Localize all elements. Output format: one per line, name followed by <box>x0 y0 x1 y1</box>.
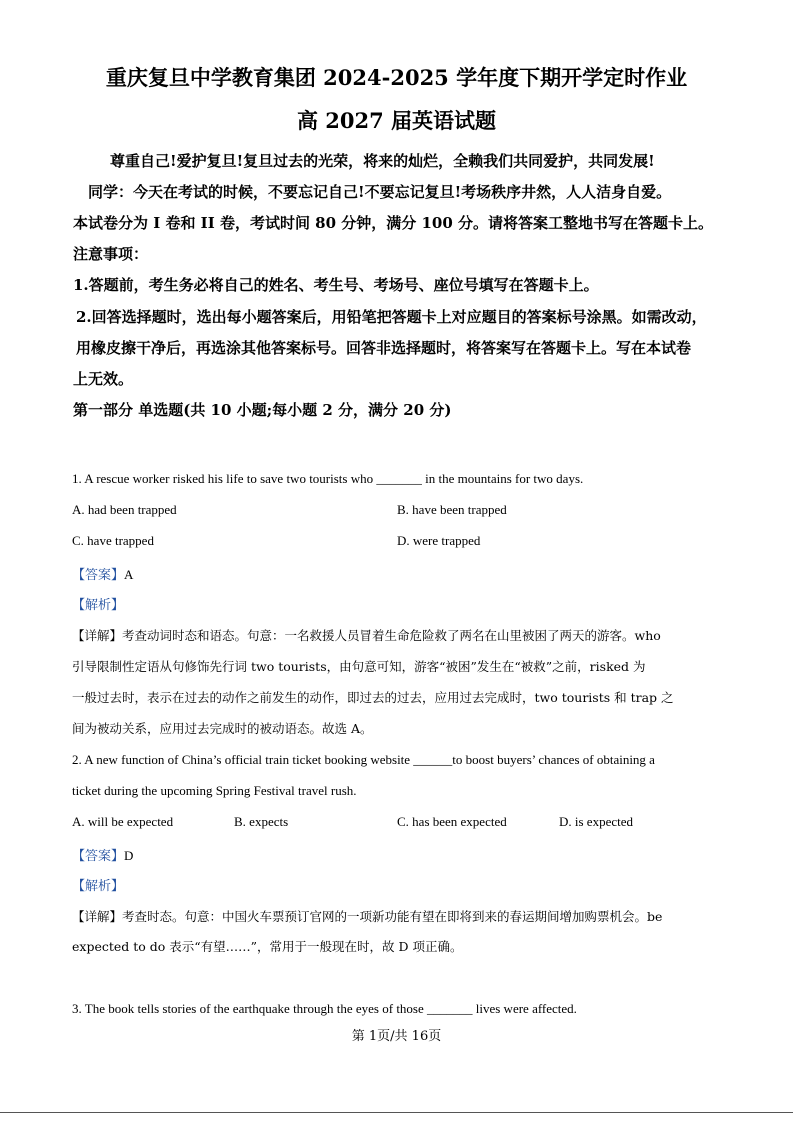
notes-heading: 注意事项： <box>73 245 149 263</box>
question-3-stem: 3. The book tells stories of the earthquake through the eyes of those _______ lives were affected. <box>72 1001 577 1016</box>
q1-option-a: A. had been trapped <box>72 502 177 517</box>
q1-exp-text: 考查动词时态和语态。句意：一名救援人员冒着生命危险救了两名在山里被困了两天的游客。who <box>122 628 661 643</box>
detail-label: 【详解】 <box>72 909 123 924</box>
q1-explanation-line-2: 引导限制性定语从句修饰先行词 two tourists，由句意可知，游客“被困”发生在“被救”之前，risked 为 <box>72 659 646 674</box>
q2-option-b: B. expects <box>234 814 289 829</box>
q1-analysis-label: 【解析】 <box>72 598 125 613</box>
note-1: 1.答题前，考生务必将自己的姓名、考生号、考场号、座位号填写在答题卡上。 <box>73 276 599 294</box>
question-2-stem-line-1: 2. A new function of China’s official train ticket booking website ______to boost buyers’ chances of obtaining a <box>72 752 655 767</box>
q1-explanation-line-3: 一般过去时，表示在过去的动作之前发生的动作，即过去的过去，应用过去完成时，two tourists 和 trap 之 <box>72 690 674 705</box>
q2-option-d: D. is expected <box>559 814 634 829</box>
exam-info: 本试卷分为 I 卷和 II 卷，考试时间 80 分钟，满分 100 分。请将答案工整地书写在答题卡上。 <box>73 214 714 232</box>
q2-option-c: C. has been expected <box>397 814 507 829</box>
q1-option-b: B. have been trapped <box>397 502 507 517</box>
note-2-line-1: 2.回答选择题时，选出每小题答案后，用铅笔把答题卡上对应题目的答案标号涂黑。如需改动， <box>76 308 707 326</box>
detail-label: 【详解】 <box>72 628 123 643</box>
question-2-stem-line-2: ticket during the upcoming Spring Festival travel rush. <box>72 783 357 798</box>
q1-answer <box>72 564 133 583</box>
question-1-stem: 1. A rescue worker risked his life to save two tourists who _______ in the mountains for two days. <box>72 471 584 486</box>
q1-option-c: C. have trapped <box>72 533 154 548</box>
exam-subtitle: 高 2027 届英语试题 <box>296 108 497 133</box>
note-2-line-3: 上无效。 <box>73 370 134 388</box>
q2-option-a: A. will be expected <box>72 814 174 829</box>
q2-explanation-line-1 <box>72 907 662 925</box>
q2-explanation-line-2: expected to do 表示“有望……”，常用于一般现在时，故 D 项正确。 <box>72 939 463 954</box>
q1-option-d: D. were trapped <box>397 533 481 548</box>
q2-answer <box>72 845 133 864</box>
motto-line-1: 尊重自己!爱护复旦!复旦过去的光荣，将来的灿烂，全赖我们共同爱护，共同发展! <box>110 152 655 170</box>
q2-answer-value: D <box>124 848 134 863</box>
q1-explanation-line-1 <box>72 626 661 644</box>
exam-title: 重庆复旦中学教育集团 2024-2025 学年度下期开学定时作业 <box>105 65 688 90</box>
q1-answer-value: A <box>124 567 134 582</box>
note-2-line-2: 用橡皮擦干净后，再选涂其他答案标号。回答非选择题时，将答案写在答题卡上。写在本试卷 <box>76 339 692 357</box>
q2-analysis-label: 【解析】 <box>72 879 125 894</box>
motto-line-2: 同学：今天在考试的时候，不要忘记自己!不要忘记复旦!考场秩序井然，人人洁身自爱。 <box>88 183 672 201</box>
q2-exp-text: 考查时态。句意：中国火车票预订官网的一项新功能有望在即将到来的春运期间增加购票机会。be <box>122 909 663 924</box>
section-heading: 第一部分 单选题(共 10 小题;每小题 2 分，满分 20 分) <box>73 401 452 419</box>
answer-label: 【答案】 <box>72 568 125 583</box>
page-number: 第 1页/共 16页 <box>351 1029 442 1044</box>
bottom-divider <box>0 1112 793 1113</box>
q1-explanation-line-4: 间为被动关系，应用过去完成时的被动语态。故选 A。 <box>72 721 373 736</box>
answer-label: 【答案】 <box>72 849 125 864</box>
